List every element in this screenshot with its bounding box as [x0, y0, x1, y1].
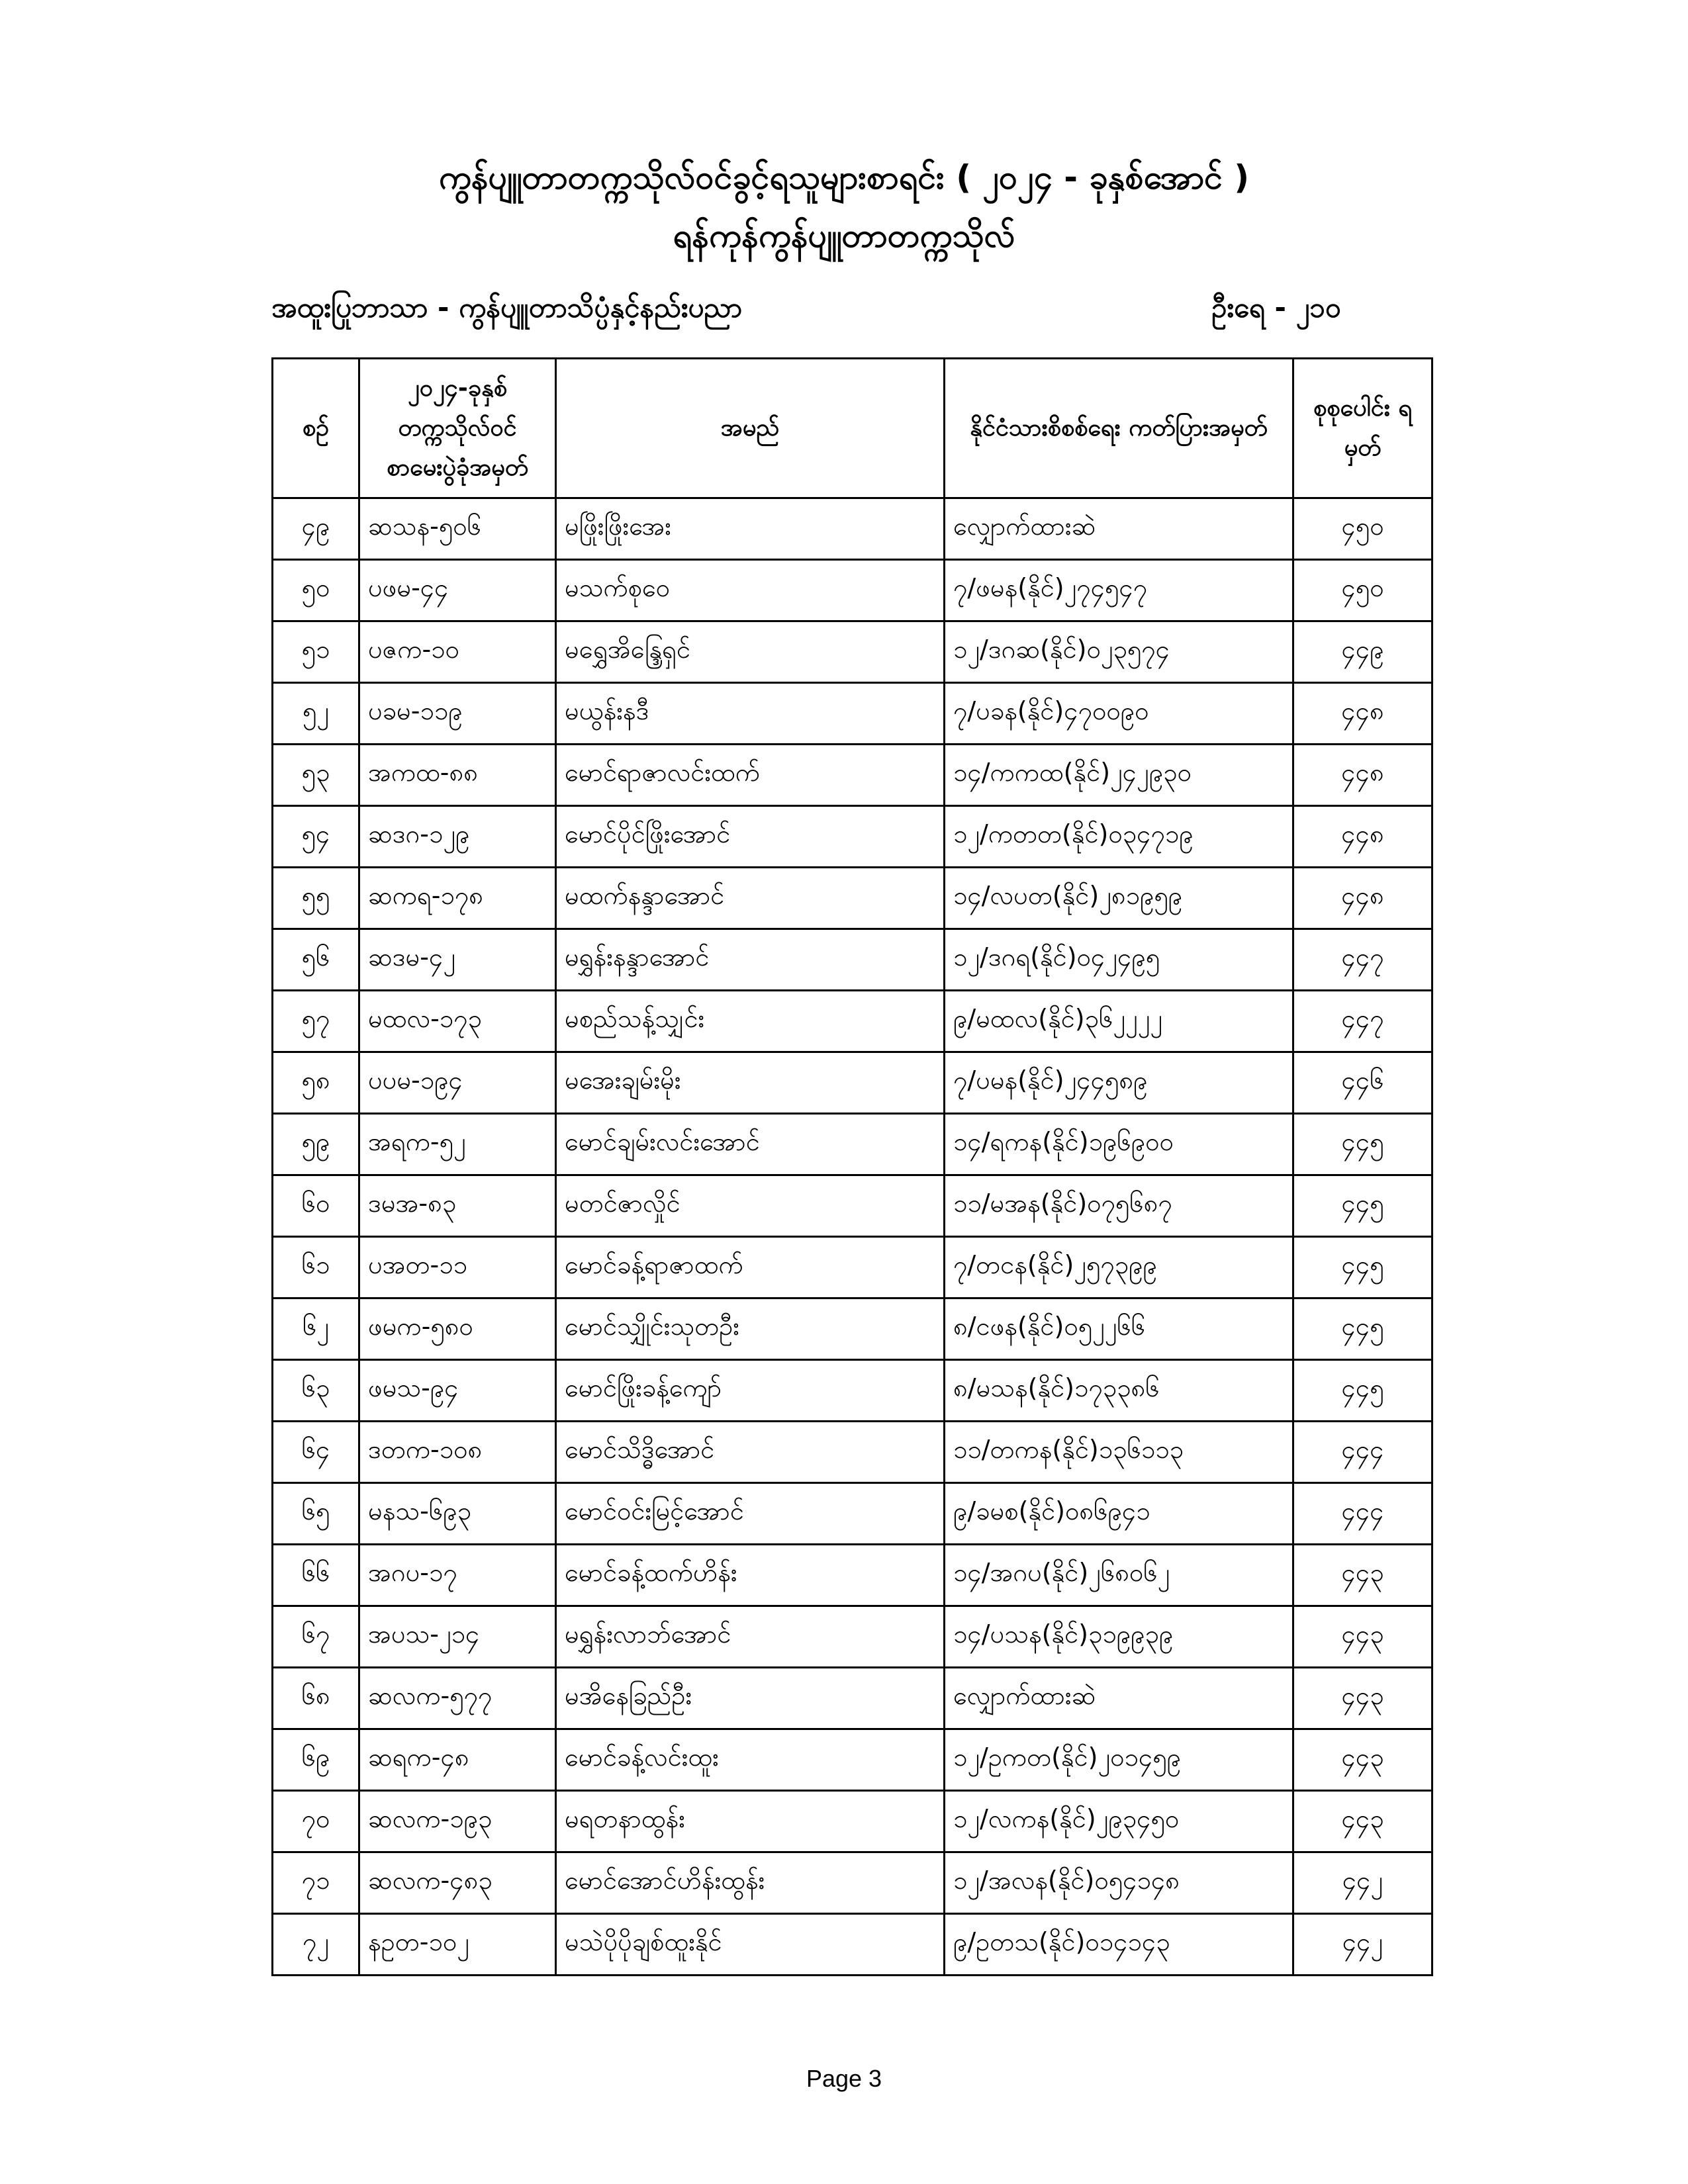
student-name-cell: မစည်သန့်သျှင်း [556, 991, 945, 1052]
subject-label: အထူးပြုဘာသာ - ကွန်ပျူတာသိပ္ပံနှင့်နည်းပညာ [271, 291, 743, 324]
score-cell: ၄၄၈ [1293, 745, 1432, 806]
serial-cell: ၆၉ [273, 1729, 359, 1791]
serial-cell: ၅၂ [273, 683, 359, 745]
student-name-cell: မောင်သိဒ္ဓိအောင် [556, 1422, 945, 1483]
score-cell: ၄၄၃ [1293, 1791, 1432, 1852]
table-row [273, 745, 1432, 806]
roll-number-cell: ပအတ-၁၁ [359, 1237, 556, 1298]
nrc-cell: ၁၁/တကန(နိုင်)၁၃၆၁၁၃ [945, 1422, 1293, 1483]
score-cell: ၄၄၇ [1293, 929, 1432, 991]
table-row [273, 1175, 1432, 1237]
serial-cell: ၅၀ [273, 560, 359, 621]
student-name-cell: မအေးချမ်းမိုး [556, 1052, 945, 1114]
nrc-cell: ၁၄/အဂပ(နိုင်)၂၆၈၀၆၂ [945, 1545, 1293, 1606]
score-cell: ၄၄၅ [1293, 1298, 1432, 1360]
nrc-cell: ၁၂/ကတတ(နိုင်)၀၃၄၇၁၉ [945, 806, 1293, 868]
serial-cell: ၅၅ [273, 868, 359, 929]
roll-number-cell: မထလ-၁၇၃ [359, 991, 556, 1052]
student-name-cell: မယွန်းနဒီ [556, 683, 945, 745]
table-header-row [273, 359, 1432, 498]
score-cell: ၄၄၂ [1293, 1914, 1432, 1976]
roll-number-cell: အဂပ-၁၇ [359, 1545, 556, 1606]
nrc-cell: လျှောက်ထားဆဲ [945, 1668, 1293, 1729]
roll-number-cell: ဖမသ-၉၄ [359, 1360, 556, 1422]
roll-number-cell: ဖမက-၅၈၀ [359, 1298, 556, 1360]
nrc-cell: ၁၂/လကန(နိုင်)၂၉၃၄၅၀ [945, 1791, 1293, 1852]
nrc-cell: ၁၂/ဥကတ(နိုင်)၂၀၁၄၅၉ [945, 1729, 1293, 1791]
roll-number-cell: ဒတက-၁၀၈ [359, 1422, 556, 1483]
student-name-cell: မောင်ဝင်းမြင့်အောင် [556, 1483, 945, 1545]
table-row [273, 1545, 1432, 1606]
score-cell: ၄၄၂ [1293, 1852, 1432, 1914]
student-name-cell: မသဲပိုပိုချစ်ထူးနိုင် [556, 1914, 945, 1976]
student-name-cell: မရတနာထွန်း [556, 1791, 945, 1852]
roll-number-cell: ပပမ-၁၉၄ [359, 1052, 556, 1114]
roll-number-cell: ဆရက-၄၈ [359, 1729, 556, 1791]
score-cell: ၄၄၈ [1293, 868, 1432, 929]
nrc-cell: ၁၂/ဒဂဆ(နိုင်)၀၂၃၅၇၄ [945, 621, 1293, 683]
student-name-cell: မထက်နန္ဒာအောင် [556, 868, 945, 929]
serial-cell: ၇၂ [273, 1914, 359, 1976]
table-row [273, 806, 1432, 868]
header-serial: စဉ် [273, 359, 359, 498]
roll-number-cell: ပဖမ-၄၄ [359, 560, 556, 621]
roll-number-cell: အပသ-၂၁၄ [359, 1606, 556, 1668]
nrc-cell: ၇/ပခန(နိုင်)၄၇၀၀၉၀ [945, 683, 1293, 745]
nrc-cell: ၇/ပမန(နိုင်)၂၄၄၅၈၉ [945, 1052, 1293, 1114]
student-name-cell: မောင်ဖြိုးခန့်ကျော် [556, 1360, 945, 1422]
university-name: ရန်ကုန်ကွန်ပျူတာတက္ကသိုလ် [673, 216, 1015, 255]
roll-number-cell: အရက-၅၂ [359, 1114, 556, 1175]
nrc-cell: ၉/ဥတသ(နိုင်)၀၁၄၁၄၃ [945, 1914, 1293, 1976]
nrc-cell: ၇/ဖမန(နိုင်)၂၇၄၅၄၇ [945, 560, 1293, 621]
serial-cell: ၆၈ [273, 1668, 359, 1729]
serial-cell: ၆၁ [273, 1237, 359, 1298]
student-name-cell: မောင်အောင်ဟိန်းထွန်း [556, 1852, 945, 1914]
student-name-cell: မရွှန်းလာဘ်အောင် [556, 1606, 945, 1668]
serial-cell: ၅၁ [273, 621, 359, 683]
serial-cell: ၇၀ [273, 1791, 359, 1852]
serial-cell: ၄၉ [273, 498, 359, 560]
table-row [273, 560, 1432, 621]
roll-number-cell: ဆသန-၅၀၆ [359, 498, 556, 560]
student-name-cell: မောင်သျှိုင်းသုတဦး [556, 1298, 945, 1360]
score-cell: ၄၄၈ [1293, 683, 1432, 745]
nrc-cell: ၁၂/ဒဂရ(နိုင်)၀၄၂၄၉၅ [945, 929, 1293, 991]
header-name: အမည် [556, 359, 945, 498]
serial-cell: ၆၇ [273, 1606, 359, 1668]
score-cell: ၄၅၀ [1293, 498, 1432, 560]
nrc-cell: ၁၄/ကကထ(နိုင်)၂၄၂၉၃၀ [945, 745, 1293, 806]
nrc-cell: ၁၄/ရကန(နိုင်)၁၉၆၉၀၀ [945, 1114, 1293, 1175]
student-name-cell: မောင်ခန့်ထက်ဟိန်း [556, 1545, 945, 1606]
table-row [273, 929, 1432, 991]
roll-number-cell: ပခမ-၁၁၉ [359, 683, 556, 745]
table-row [273, 1914, 1432, 1976]
serial-cell: ၅၆ [273, 929, 359, 991]
score-cell: ၄၄၃ [1293, 1545, 1432, 1606]
table-row [273, 1237, 1432, 1298]
student-name-cell: မောင်ရာဇာလင်းထက် [556, 745, 945, 806]
table-row [273, 1852, 1432, 1914]
score-cell: ၄၄၃ [1293, 1606, 1432, 1668]
nrc-cell: ၁၄/လပတ(နိုင်)၂၈၁၉၅၉ [945, 868, 1293, 929]
score-cell: ၄၄၄ [1293, 1483, 1432, 1545]
serial-cell: ၆၄ [273, 1422, 359, 1483]
student-name-cell: မအိနေခြည်ဦး [556, 1668, 945, 1729]
roll-number-cell: ပဇက-၁၀ [359, 621, 556, 683]
roll-number-cell: ဆကရ-၁၇၈ [359, 868, 556, 929]
serial-cell: ၅၃ [273, 745, 359, 806]
table-row [273, 621, 1432, 683]
roll-number-cell: ဆလက-၁၉၃ [359, 1791, 556, 1852]
serial-cell: ၆၆ [273, 1545, 359, 1606]
table-row [273, 1298, 1432, 1360]
serial-cell: ၅၇ [273, 991, 359, 1052]
table-row [273, 683, 1432, 745]
score-cell: ၄၄၃ [1293, 1729, 1432, 1791]
serial-cell: ၇၁ [273, 1852, 359, 1914]
table-row [273, 1668, 1432, 1729]
page-title: ကွန်ပျူတာတက္ကသိုလ်ဝင်ခွင့်ရသူများစာရင်း ( ၂၀၂၄ - ခုနှစ်အောင် ) [438, 158, 1250, 197]
table-row [273, 1422, 1432, 1483]
nrc-cell: ၉/မထလ(နိုင်)၃၆၂၂၂၂ [945, 991, 1293, 1052]
table-row [273, 498, 1432, 560]
student-name-cell: မောင်ခန့်ရာဇာထက် [556, 1237, 945, 1298]
nrc-cell: ၁၄/ပသန(နိုင်)၃၁၉၉၃၉ [945, 1606, 1293, 1668]
score-cell: ၄၄၅ [1293, 1114, 1432, 1175]
nrc-cell: ၇/တငန(နိုင်)၂၅၇၃၉၉ [945, 1237, 1293, 1298]
student-name-cell: မောင်ပိုင်ဖြိုးအောင် [556, 806, 945, 868]
nrc-cell: ၈/ငဖန(နိုင်)၀၅၂၂၆၆ [945, 1298, 1293, 1360]
roll-number-cell: ဒမအ-၈၃ [359, 1175, 556, 1237]
serial-cell: ၅၈ [273, 1052, 359, 1114]
table-row [273, 1483, 1432, 1545]
nrc-cell: ၁၂/အလန(နိုင်)၀၅၄၁၄၈ [945, 1852, 1293, 1914]
student-name-cell: မဖြိုးဖြိုးအေး [556, 498, 945, 560]
roll-number-cell: ဆလက-၄၈၃ [359, 1852, 556, 1914]
student-name-cell: မရွှေအိန္ဒြေရှင် [556, 621, 945, 683]
header-roll-number: ၂၀၂၄-ခုနှစ် တက္ကသိုလ်ဝင် စာမေးပွဲခုံအမှတ် [359, 359, 556, 498]
student-name-cell: မောင်ချမ်းလင်းအောင် [556, 1114, 945, 1175]
header-total-score: စုစုပေါင်း ရမှတ် [1293, 359, 1432, 498]
student-name-cell: မောင်ခန့်လင်းထူး [556, 1729, 945, 1791]
nrc-cell: လျှောက်ထားဆဲ [945, 498, 1293, 560]
score-cell: ၄၄၇ [1293, 991, 1432, 1052]
roll-number-cell: ဆလက-၅၇၇ [359, 1668, 556, 1729]
table-row [273, 1606, 1432, 1668]
roll-number-cell: မနသ-၆၉၃ [359, 1483, 556, 1545]
score-cell: ၄၄၄ [1293, 1422, 1432, 1483]
table-row [273, 991, 1432, 1052]
score-cell: ၄၄၅ [1293, 1360, 1432, 1422]
roll-number-cell: ဆဒမ-၄၂ [359, 929, 556, 991]
table-row [273, 1114, 1432, 1175]
score-cell: ၄၄၃ [1293, 1668, 1432, 1729]
admission-list-table [271, 357, 1433, 1976]
student-name-cell: မတင်ဇာလှိုင် [556, 1175, 945, 1237]
serial-cell: ၅၉ [273, 1114, 359, 1175]
score-cell: ၄၄၈ [1293, 806, 1432, 868]
seat-count: ဦးရေ - ၂၁၀ [1211, 291, 1341, 324]
score-cell: ၄၄၆ [1293, 1052, 1432, 1114]
table-row [273, 1360, 1432, 1422]
roll-number-cell: နဥတ-၁၀၂ [359, 1914, 556, 1976]
table-row [273, 868, 1432, 929]
score-cell: ၄၅၀ [1293, 560, 1432, 621]
score-cell: ၄၄၅ [1293, 1175, 1432, 1237]
table-row [273, 1729, 1432, 1791]
student-name-cell: မရွှန်းနန္ဒာအောင် [556, 929, 945, 991]
serial-cell: ၅၄ [273, 806, 359, 868]
student-name-cell: မသက်စုဝေ [556, 560, 945, 621]
serial-cell: ၆၃ [273, 1360, 359, 1422]
serial-cell: ၆၀ [273, 1175, 359, 1237]
page-number: Page 3 [806, 2065, 882, 2092]
nrc-cell: ၁၁/မအန(နိုင်)၀၇၅၆၈၇ [945, 1175, 1293, 1237]
nrc-cell: ၉/ခမစ(နိုင်)၀၈၆၉၄၁ [945, 1483, 1293, 1545]
header-nrc: နိုင်ငံသားစိစစ်ရေး ကတ်ပြားအမှတ် [945, 359, 1293, 498]
serial-cell: ၆၅ [273, 1483, 359, 1545]
score-cell: ၄၄၅ [1293, 1237, 1432, 1298]
roll-number-cell: ဆဒဂ-၁၂၉ [359, 806, 556, 868]
roll-number-cell: အကထ-၈၈ [359, 745, 556, 806]
table-row [273, 1791, 1432, 1852]
nrc-cell: ၈/မသန(နိုင်)၁၇၃၃၈၆ [945, 1360, 1293, 1422]
score-cell: ၄၄၉ [1293, 621, 1432, 683]
table-row [273, 1052, 1432, 1114]
serial-cell: ၆၂ [273, 1298, 359, 1360]
